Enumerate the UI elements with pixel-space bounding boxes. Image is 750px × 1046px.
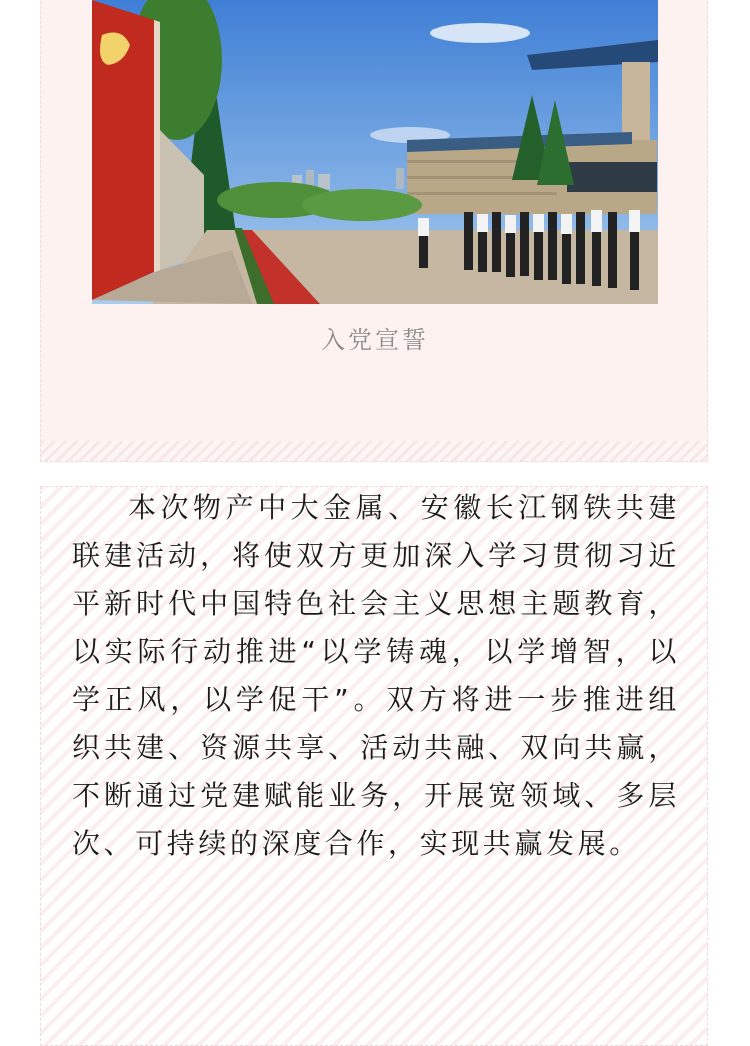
article-paragraph: 本次物产中大金属、安徽长江钢铁共建联建活动，将使双方更加深入学习贯彻习近平新时代中国特色社会主义思想主题教育，以实际行动推进“以学铸魂，以学增智，以学正风，以学促干”。双方将进一步推进组织共建、资源共享、活动共融、双向共赢，不断通过党建赋能业务，开展宽领域、多层次、可持续的深度合作，实现共赢发展。 [72,491,680,860]
oath-photo-image [92,0,658,304]
photo-caption: 入党宣誓 [321,326,429,354]
card-stripe-divider [41,441,707,461]
oath-photo [92,0,658,304]
